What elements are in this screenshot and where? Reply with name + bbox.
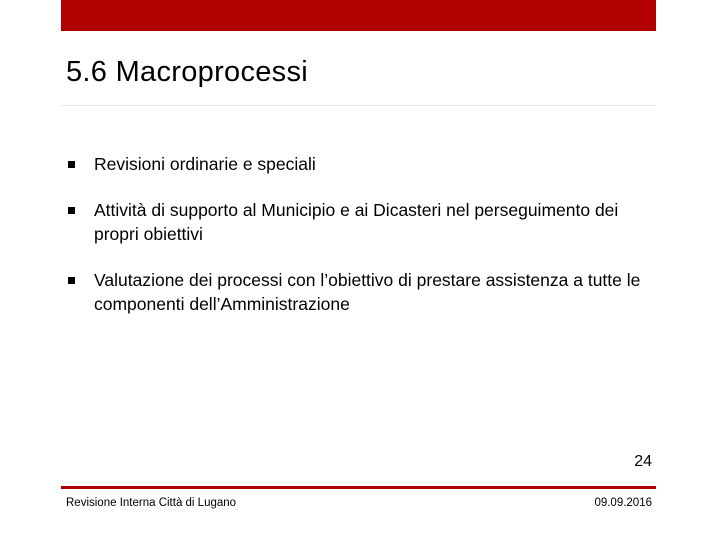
square-bullet-icon [68,277,75,284]
footer-date: 09.09.2016 [594,497,652,509]
page-number: 24 [634,453,652,470]
list-item [66,152,656,176]
slide-title: 5.6 Macroprocessi [66,56,309,88]
square-bullet-icon [68,207,75,214]
list-item [66,268,656,316]
square-bullet-icon [68,161,75,168]
header-accent-bar [61,0,656,31]
footer-divider [61,486,656,489]
list-item [66,198,656,246]
footer-organization: Revisione Interna Città di Lugano [66,497,237,509]
bullet-text: Revisioni ordinarie e speciali [94,154,316,174]
title-divider [61,105,656,106]
bullet-list [66,152,656,338]
bullet-text: Attività di supporto al Municipio e ai Dicasteri nel perseguimento dei propri obiettivi [94,200,619,244]
bullet-text: Valutazione dei processi con l’obiettivo di prestare assistenza a tutte le componenti dell’Amministrazione [94,270,641,314]
